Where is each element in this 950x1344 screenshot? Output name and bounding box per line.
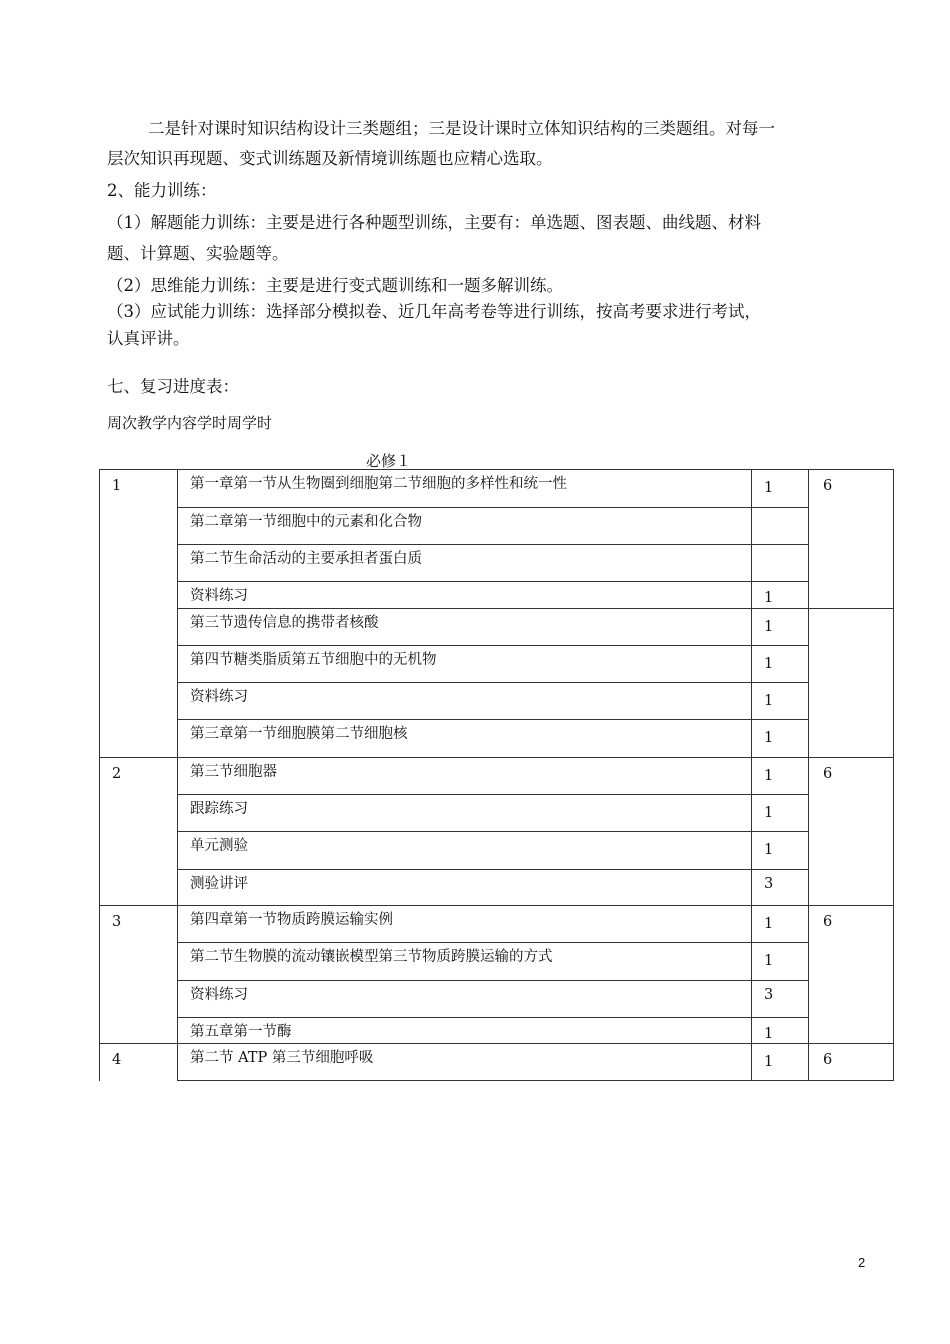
table-row [100,758,894,795]
table-row [100,943,894,981]
content-cell: 资料练习 [178,683,752,720]
content-cell: 第三章第一节细胞膜第二节细胞核 [178,720,752,758]
section-heading: 七、复习进度表： [107,377,239,396]
hours-cell: 1 [752,758,809,795]
table-row [100,683,894,720]
table-row [100,508,894,545]
table-row [100,832,894,870]
table-row [100,795,894,832]
hours-cell: 3 [752,870,809,906]
paragraph-line: 2、能力训练： [107,181,217,200]
weekly-hours-cell: 6 [809,906,894,1044]
table-row [100,906,894,943]
hours-cell: 1 [752,683,809,720]
module-title: 必修１ [366,452,412,470]
table-row [100,582,894,609]
hours-cell: 1 [752,832,809,870]
table-row [100,720,894,758]
hours-cell: 1 [752,1018,809,1044]
paragraph-line: 层次知识再现题、变式训练题及新情境训练题也应精心选取。 [107,149,553,168]
hours-cell: 3 [752,981,809,1018]
hours-cell: 1 [752,906,809,943]
content-cell: 第五章第一节酶 [178,1018,752,1044]
content-cell: 第二章第一节细胞中的元素和化合物 [178,508,752,545]
table-row [100,545,894,582]
content-cell: 测验讲评 [178,870,752,906]
week-cell: 2 [100,758,178,906]
paragraph-line: 题、计算题、实验题等。 [107,244,289,263]
content-cell: 第三节遗传信息的携带者核酸 [178,609,752,646]
weekly-hours-cell: 6 [809,758,894,906]
content-cell: 第二节 ATP 第三节细胞呼吸 [178,1044,752,1081]
content-cell: 第一章第一节从生物圈到细胞第二节细胞的多样性和统一性 [178,470,752,508]
content-cell: 资料练习 [178,981,752,1018]
table-row [100,470,894,508]
content-cell: 资料练习 [178,582,752,609]
content-cell: 第四章第一节物质跨膜运输实例 [178,906,752,943]
content-cell: 单元测验 [178,832,752,870]
table-row [100,609,894,646]
hours-cell: 1 [752,720,809,758]
table-row [100,1018,894,1044]
content-cell: 第三节细胞器 [178,758,752,795]
content-cell: 跟踪练习 [178,795,752,832]
content-cell: 第二节生物膜的流动镶嵌模型第三节物质跨膜运输的方式 [178,943,752,981]
content-cell: 第二节生命活动的主要承担者蛋白质 [178,545,752,582]
table-header-text: 周次教学内容学时周学时 [107,414,273,432]
week-cell: 3 [100,906,178,1044]
hours-cell: 1 [752,609,809,646]
hours-cell: 1 [752,470,809,508]
week-cell: 1 [100,470,178,758]
hours-cell [752,545,809,582]
week-cell: 4 [100,1044,178,1081]
paragraph-line: 认真评讲。 [107,329,190,348]
table-row [100,981,894,1018]
table-row [100,646,894,683]
hours-cell: 1 [752,943,809,981]
weekly-hours-cell: 6 [809,470,894,609]
hours-cell: 1 [752,1044,809,1081]
hours-cell: 1 [752,582,809,609]
paragraph-line: （1）解题能力训练：主要是进行各种题型训练，主要有：单选题、图表题、曲线题、材料 [107,213,761,232]
hours-cell: 1 [752,646,809,683]
table-row [100,870,894,906]
weekly-hours-cell: 6 [809,1044,894,1081]
table-row [100,1044,894,1081]
content-cell: 第四节糖类脂质第五节细胞中的无机物 [178,646,752,683]
hours-cell: 1 [752,795,809,832]
paragraph-line: （3）应试能力训练：选择部分模拟卷、近几年高考卷等进行训练，按高考要求进行考试， [107,302,761,321]
weekly-hours-cell [809,609,894,758]
schedule-table [99,469,894,1081]
hours-cell [752,508,809,545]
page-number: 2 [858,1255,866,1270]
paragraph-line: （2）思维能力训练：主要是进行变式题训练和一题多解训练。 [107,276,563,295]
paragraph-line: 二是针对课时知识结构设计三类题组；三是设计课时立体知识结构的三类题组。对每一 [148,119,775,138]
